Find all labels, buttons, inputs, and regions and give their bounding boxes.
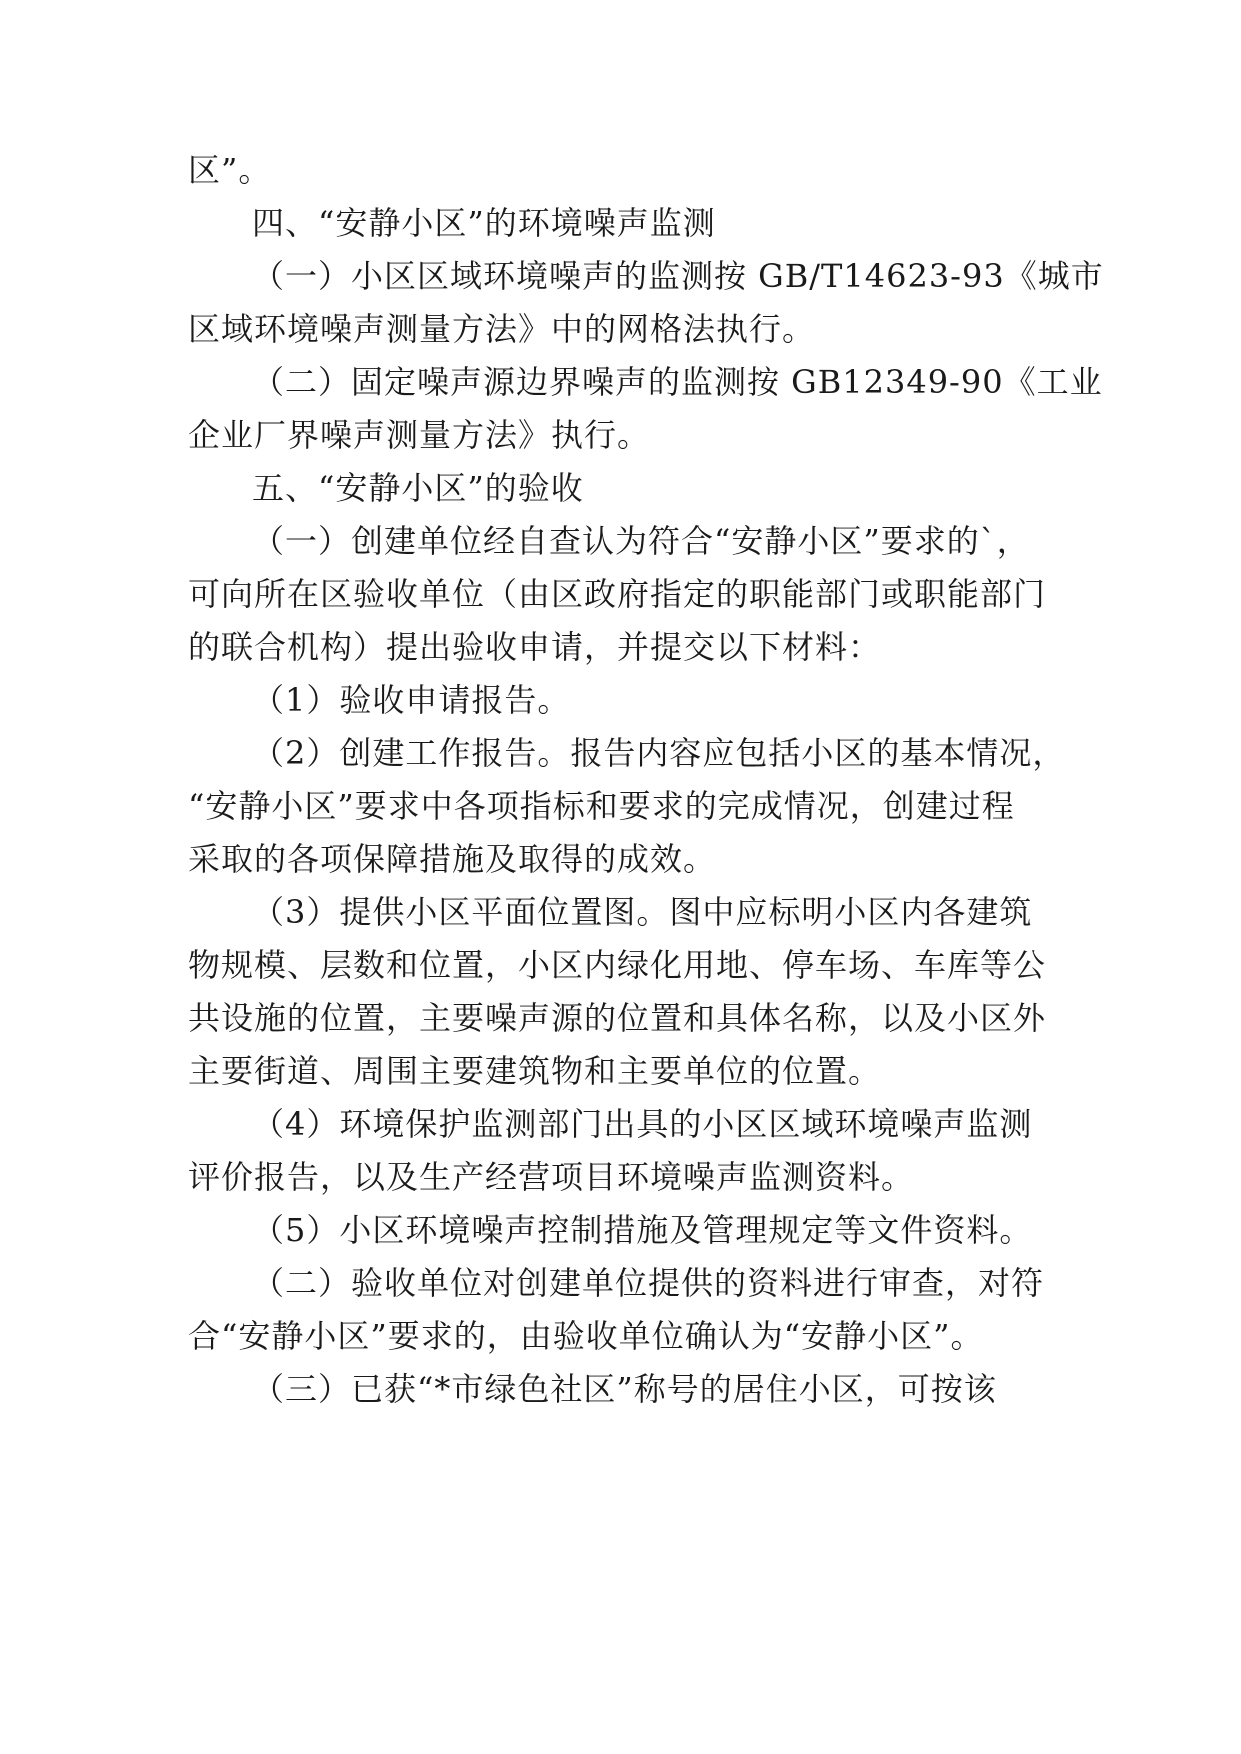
text-line-19: （4）环境保护监测部门出具的小区区域环境噪声监测 (252, 1105, 1033, 1143)
text-line-1: 区”。 (188, 151, 272, 189)
text-line-17: 共设施的位置，主要噪声源的位置和具体名称，以及小区外 (188, 999, 1047, 1037)
text-line-22: （二）验收单位对创建单位提供的资料进行审查，对符 (252, 1264, 1045, 1302)
text-line-8: （一）创建单位经自查认为符合“安静小区”要求的`， (252, 522, 1030, 560)
section-heading-4: 四、“安静小区”的环境噪声监测 (252, 204, 716, 242)
text-line-5: （二）固定噪声源边界噪声的监测按 GB12349-90《工业 (252, 363, 1103, 401)
text-line-15: （3）提供小区平面位置图。图中应标明小区内各建筑 (252, 893, 1033, 931)
section-heading-5: 五、“安静小区”的验收 (252, 469, 584, 507)
text-line-13: “安静小区”要求中各项指标和要求的完成情况，创建过程 (188, 787, 1015, 825)
text-line-9: 可向所在区验收单位（由区政府指定的职能部门或职能部门 (188, 575, 1047, 613)
text-line-3: （一）小区区域环境噪声的监测按 GB/T14623-93《城市 (252, 257, 1104, 295)
text-line-14: 采取的各项保障措施及取得的成效。 (188, 840, 717, 878)
text-line-23: 合“安静小区”要求的，由验收单位确认为“安静小区”。 (188, 1317, 984, 1355)
text-line-4: 区域环境噪声测量方法》中的网格法执行。 (188, 310, 816, 348)
text-line-24: （三）已获“*市绿色社区”称号的居住小区，可按该 (252, 1370, 997, 1408)
text-line-21: （5）小区环境噪声控制措施及管理规定等文件资料。 (252, 1211, 1033, 1249)
text-line-11: （1）验收申请报告。 (252, 681, 571, 719)
text-line-18: 主要街道、周围主要建筑物和主要单位的位置。 (188, 1052, 882, 1090)
text-line-12: （2）创建工作报告。报告内容应包括小区的基本情况， (252, 734, 1066, 772)
text-line-20: 评价报告，以及生产经营项目环境噪声监测资料。 (188, 1158, 915, 1196)
text-line-6: 企业厂界噪声测量方法》执行。 (188, 416, 651, 454)
text-line-10: 的联合机构）提出验收申请，并提交以下材料： (188, 628, 882, 666)
text-line-16: 物规模、层数和位置，小区内绿化用地、停车场、车库等公 (188, 946, 1047, 984)
